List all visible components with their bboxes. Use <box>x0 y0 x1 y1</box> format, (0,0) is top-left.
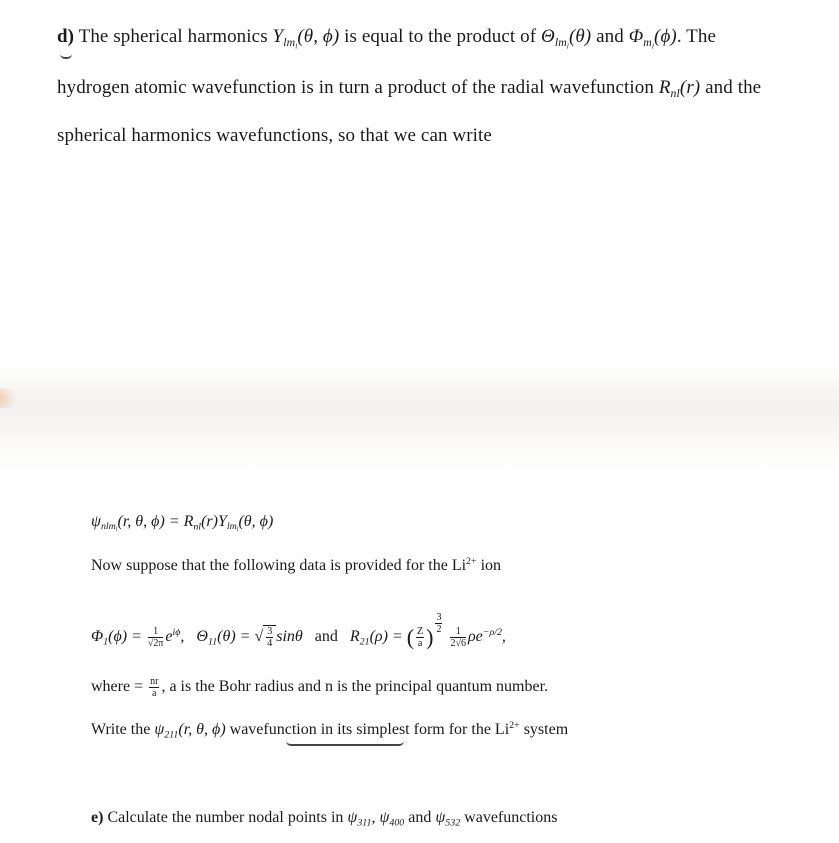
where-line: where = $\frac{nr}{a}$ , a is the Bohr radius and n is the principal quantum number. <box>91 676 549 699</box>
part-d-text-1c: and <box>596 26 624 47</box>
photo-corner-mark <box>0 388 22 408</box>
photo-shadow-band <box>0 360 839 480</box>
psi-532-symbol: $\psi_{532}$ <box>435 809 461 829</box>
wavefunction-product-formula: $\psi_{nlm_l}(r$, θ, $\phi) = R_{nl}(r)Y_{lm_l}(\theta$, ϕ) <box>91 513 274 534</box>
write-text-c: system <box>523 720 569 738</box>
psi-311-symbol: $\psi_{311}$ <box>347 809 372 829</box>
part-d-text-2b: and the <box>705 77 762 98</box>
part-e-text-b: wavefunctions <box>464 809 558 826</box>
part-d-text-1a: The spherical harmonics <box>78 26 268 47</box>
write-charge: 2+ <box>509 720 520 731</box>
ion-word: ion <box>480 556 502 574</box>
spherical-harmonic-symbol: $Y_{lm_l}(\theta$, ϕ) <box>272 26 340 51</box>
part-e-and: and <box>408 809 432 826</box>
part-d-line-1 <box>57 26 716 51</box>
pen-mark <box>60 54 72 59</box>
write-text-b: wavefunction in its simplest form for the Li <box>229 720 510 738</box>
given-intro-text: Now suppose that the following data is provided for the Li <box>91 556 467 574</box>
phi-function-symbol: $\Phi_{m_l}(\phi)$ <box>628 26 677 51</box>
ion-charge: 2+ <box>466 556 477 567</box>
and-word: and <box>314 628 338 645</box>
given-data-intro <box>91 556 501 575</box>
theta-function-symbol: $\Theta_{lm_l}(\theta)$ <box>541 26 592 51</box>
part-d-line-3: spherical harmonics wavefunctions, so that we can write <box>57 125 492 146</box>
part-d-text-1d: . The <box>676 26 717 47</box>
psi-211-symbol: $\psi_{211}(r$, θ, ϕ) <box>154 720 226 741</box>
part-e-comma: , <box>371 809 376 826</box>
part-e-line <box>91 809 557 828</box>
part-d-text-1b: is equal to the product of <box>344 26 537 47</box>
part-d-text-2a: hydrogen atomic wavefunction is in turn a product of the radial wavefunction <box>57 77 654 98</box>
part-d-label: d) <box>57 26 75 47</box>
where-text-b: , a is the Bohr radius and n is the principal quantum number. <box>161 678 549 696</box>
psi-400-symbol: $\psi_{400}$ <box>379 809 405 829</box>
pen-underline <box>286 741 404 746</box>
part-d-line-2 <box>57 77 761 101</box>
part-e-label: e) <box>91 809 104 826</box>
part-e-text-a: Calculate the number nodal points in <box>107 809 344 826</box>
where-text-a: where = <box>91 678 144 696</box>
write-instruction <box>91 720 568 740</box>
write-text-a: Write the <box>91 720 151 738</box>
radial-function-symbol: $R_{nl}(r)$ <box>658 77 701 101</box>
given-equations: $\Phi_1(\phi)$ = $\frac{1}{√2\pi}$ $e^{i\phi}$, $\Theta_{11}(\theta)$ = √ $\frac{3}{4}$ sinθ and $R_{21}(\rho)$ = ( $\frac{Z}{a}$ ) $^{\frac{3}{2}}$ $\frac{1}{2√6}$ $\rho e^{-\rho/2}$, <box>91 612 506 650</box>
